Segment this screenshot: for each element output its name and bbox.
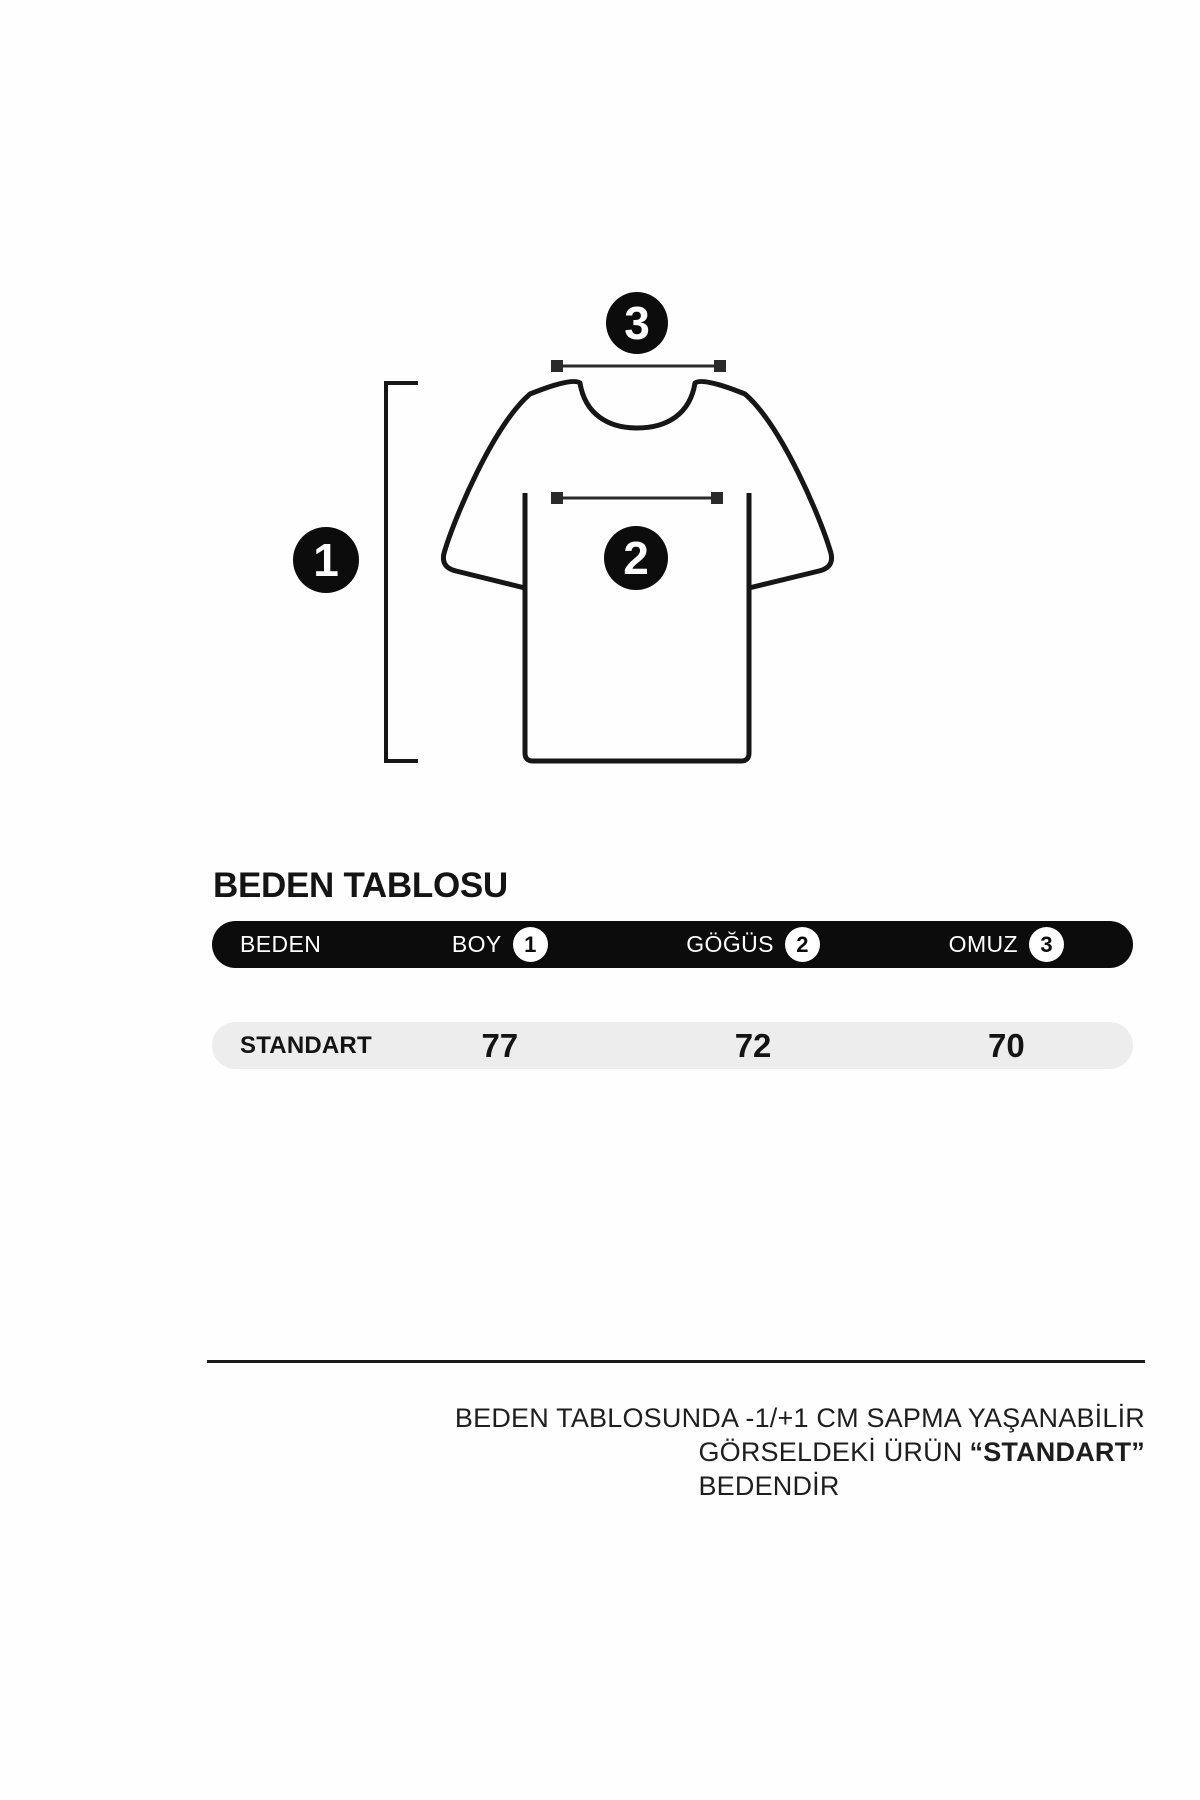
disclaimer-line-2-regular: GÖRSELDEKİ ÜRÜN [698, 1437, 963, 1467]
size-table-data-row [212, 1022, 1133, 1069]
header-badge-2: 2 [785, 927, 820, 962]
row-cell-gogus-value [626, 1027, 879, 1065]
disclaimer-line-2 [698, 1435, 1145, 1469]
measure-badge-2-number: 2 [623, 532, 649, 584]
header-label-gogus: GÖĞÜS [686, 931, 774, 957]
measure-badge-2 [604, 526, 668, 590]
shoulder-measure-end-left [551, 360, 563, 372]
header-cell-gogus [626, 927, 879, 962]
tshirt-measurement-diagram [280, 280, 860, 780]
gogus-value: 72 [734, 1026, 772, 1064]
chest-measure-end-left [551, 492, 563, 504]
measure-badge-1 [293, 527, 359, 593]
row-cell-size [212, 1032, 373, 1060]
length-bracket [386, 383, 418, 761]
shoulder-measure-end-right [714, 360, 726, 372]
header-badge-3: 3 [1029, 927, 1064, 962]
row-cell-omuz-value [880, 1027, 1133, 1065]
size-disclaimer-note [212, 1401, 1145, 1503]
size-name: STANDART [240, 1031, 372, 1059]
header-cell-omuz [880, 927, 1133, 962]
header-cell-boy [373, 927, 626, 962]
chest-measure-end-right [711, 492, 723, 504]
measure-badge-1-number: 1 [313, 534, 339, 586]
omuz-value: 70 [987, 1026, 1025, 1064]
disclaimer-line-3: BEDENDİR [698, 1471, 840, 1501]
header-cell-beden [212, 931, 373, 958]
header-label-boy: BOY [451, 931, 502, 957]
size-table-title: BEDEN TABLOSU [213, 866, 508, 905]
disclaimer-line-2-3-block [698, 1435, 1145, 1503]
disclaimer-line-2-bold: “STANDART” [969, 1437, 1145, 1467]
size-table-header-row [212, 921, 1133, 968]
measure-badge-3 [606, 292, 668, 354]
header-badge-1: 1 [513, 927, 548, 962]
header-label-omuz: OMUZ [948, 931, 1018, 957]
row-cell-boy-value [373, 1027, 626, 1065]
header-label-beden: BEDEN [240, 931, 322, 957]
tshirt-diagram-svg [280, 280, 860, 780]
footer-divider-line [207, 1360, 1145, 1363]
boy-value: 77 [481, 1026, 519, 1064]
disclaimer-line-1: BEDEN TABLOSUNDA -1/+1 CM SAPMA YAŞANABİLİR [454, 1403, 1145, 1433]
measure-badge-3-number: 3 [624, 297, 650, 349]
